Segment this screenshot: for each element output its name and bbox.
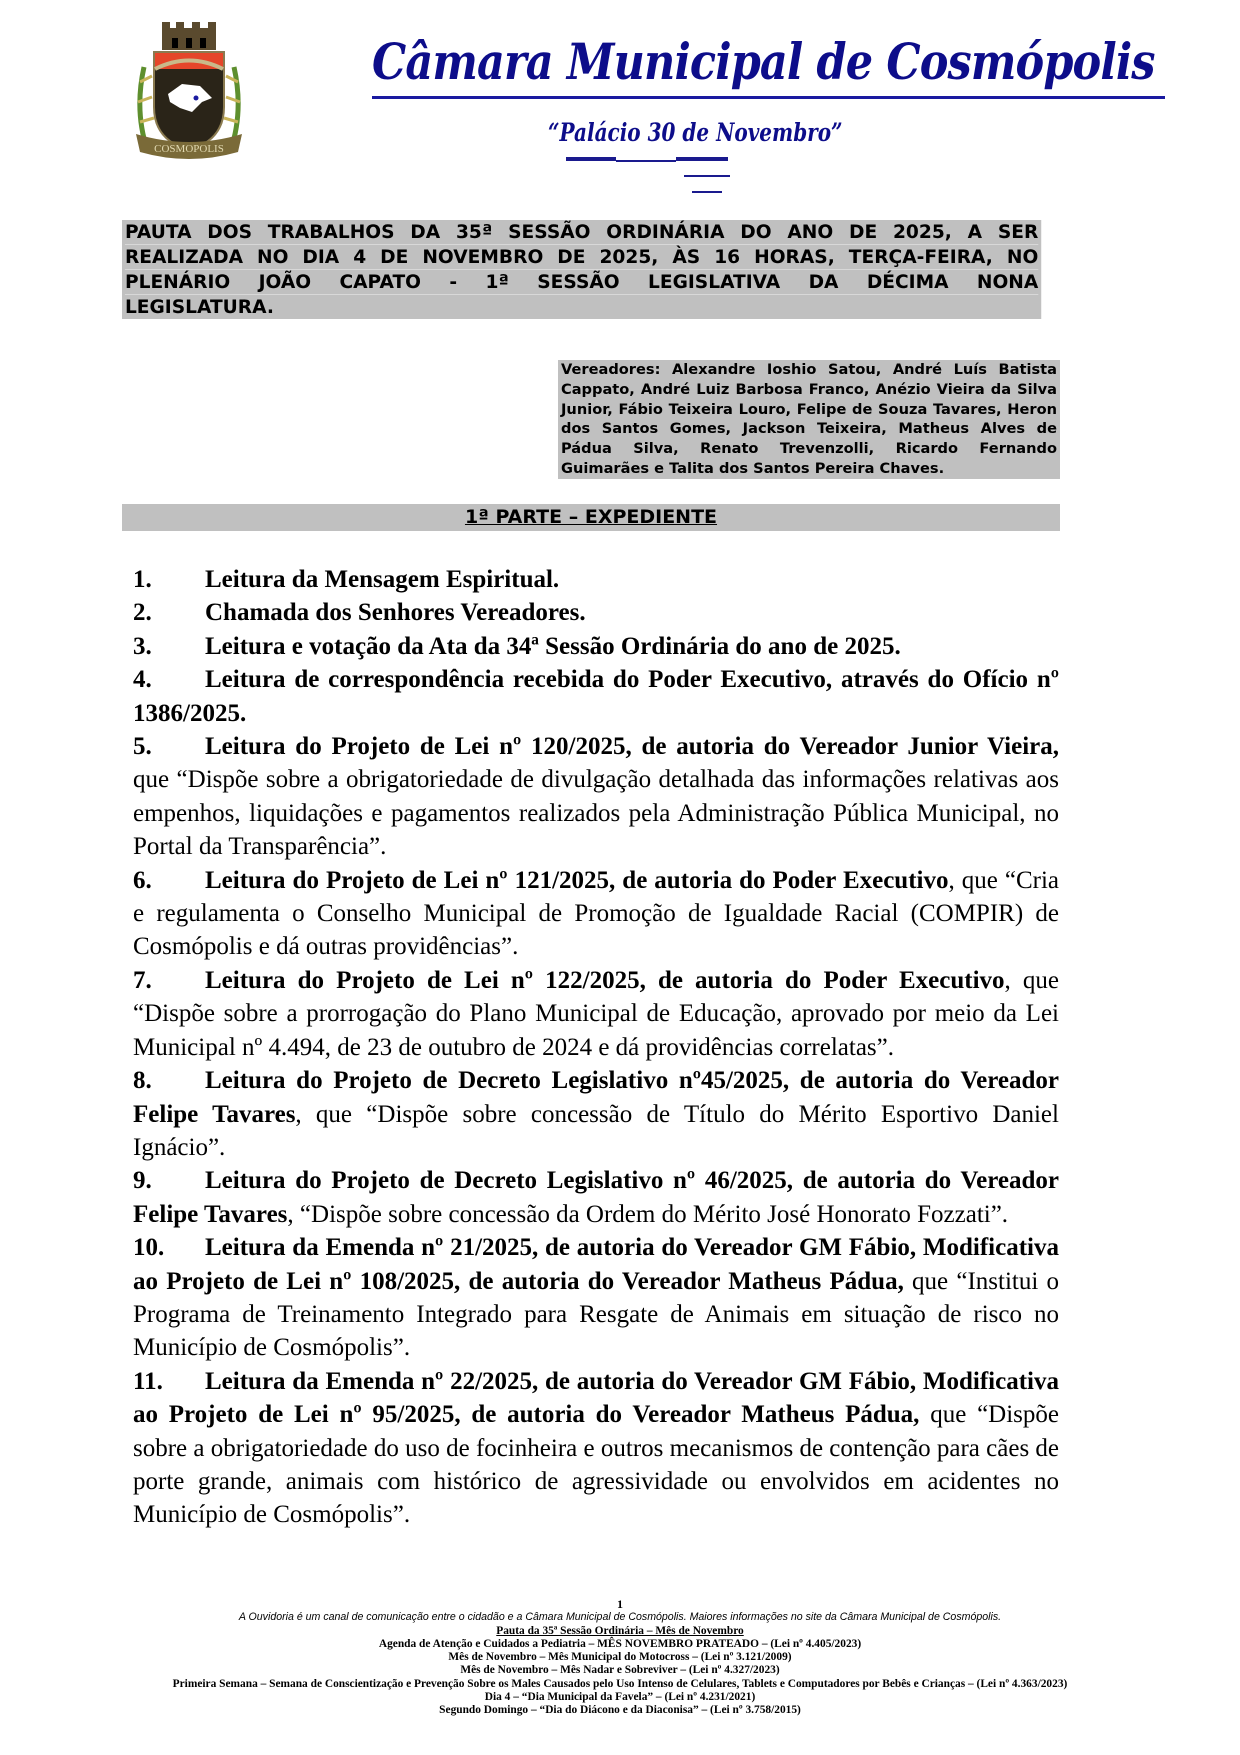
footer-line: Mês de Novembro – Mês Municipal do Motocross – (Lei nº 3.121/2009) <box>448 1651 792 1664</box>
decorative-rule <box>692 191 722 193</box>
agenda-item: 5. Leitura do Projeto de Lei nº 120/2025, de autoria do Vereador Junior Vieira, que “Dispõe sobre a obrigatoriedade de divulgação detalhada das informações relativas aos empenhos, liquidações e pagamentos realizados pela Administração Pública Municipal, no Portal da Transparência”. <box>133 733 1059 861</box>
page-footer <box>130 1598 1110 1718</box>
agenda-item: 9. Leitura do Projeto de Decreto Legislativo nº 46/2025, de autoria do Vereador Felipe Tavares, “Dispõe sobre concessão da Ordem do Mérito José Honorato Fozzati”. <box>133 1167 1059 1228</box>
decorative-rule <box>676 157 728 161</box>
coat-of-arms-icon <box>130 22 248 172</box>
agenda-item: 6. Leitura do Projeto de Lei nº 121/2025, de autoria do Poder Executivo, que “Cria e regulamenta o Conselho Municipal de Promoção de Igualdade Racial (COMPIR) de Cosmópolis e dá outras providências”. <box>133 866 1059 961</box>
decorative-rule <box>684 175 730 177</box>
councillors-list: Vereadores: Alexandre Ioshio Satou, André Luís Batista Cappato, André Luiz Barbosa Franco, Anézio Vieira da Silva Junior, Fábio Teixeira Louro, Felipe de Souza Tavares, Heron dos Santos Gomes, Jackson Teixeira, Matheus Alves de Pádua Silva, Renato Trevenzolli, Ricardo Fernando Guimarães e Talita dos Santos Pereira Chaves. <box>558 360 1060 479</box>
agenda-item: 8. Leitura do Projeto de Decreto Legislativo nº45/2025, de autoria do Vereador Felipe Tavares, que “Dispõe sobre concessão de Título do Mérito Esportivo Daniel Ignácio”. <box>133 1067 1059 1161</box>
decorative-rule <box>566 157 616 161</box>
session-heading-line: PLENÁRIO JOÃO CAPATO - 1ª SESSÃO LEGISLATIVA DA DÉCIMA NONA <box>124 271 1039 293</box>
page-number: 1 <box>617 1597 623 1611</box>
agenda-list <box>133 563 1059 1532</box>
session-heading-line: LEGISLATURA. <box>124 296 274 318</box>
footer-line: Dia 4 – “Dia Municipal da Favela” – (Lei nº 4.231/2021) <box>484 1691 756 1704</box>
agenda-item: 4. Leitura de correspondência recebida do Poder Executivo, através do Ofício nº 1386/2025. <box>133 666 1059 727</box>
footer-line: Segundo Domingo – “Dia do Diácono e da Diaconisa” – (Lei nº 3.758/2015) <box>439 1704 801 1717</box>
section-title: 1ª PARTE – EXPEDIENTE <box>464 506 718 528</box>
section-header <box>122 504 1060 531</box>
session-heading-line: PAUTA DOS TRABALHOS DA 35ª SESSÃO ORDINÁRIA DO ANO DE 2025, A SER <box>124 221 1039 243</box>
page-subtitle: “Palácio 30 de Novembro” <box>548 118 843 147</box>
page-title: Câmara Municipal de Cosmópolis <box>372 32 1155 91</box>
agenda-item: 7. Leitura do Projeto de Lei nº 122/2025, de autoria do Poder Executivo, que “Dispõe sobre a prorrogação do Plano Municipal de Educação, aprovado por meio da Lei Municipal nº 4.494, de 23 de outubro de 2024 e dá providências correlatas”. <box>133 966 1059 1061</box>
session-heading <box>122 220 1041 319</box>
footer-line: Agenda de Atenção e Cuidados a Pediatria – MÊS NOVEMBRO PRATEADO – (Lei nº 4.405/2023) <box>378 1637 862 1650</box>
agenda-item: 3. Leitura e votação da Ata da 34ª Sessão Ordinária do ano de 2025. <box>133 632 901 660</box>
agenda-item: 11. Leitura da Emenda nº 22/2025, de autoria do Vereador GM Fábio, Modificativa ao Projeto de Lei nº 95/2025, de autoria do Vereador Matheus Pádua, que “Dispõe sobre a obrigatoriedade do uso de focinheira e outros mecanismos de contenção para cães de porte grande, animais com histórico de agressividade ou envolvidos em acidentes no Município de Cosmópolis”. <box>133 1367 1060 1529</box>
agenda-item: 10. Leitura da Emenda nº 21/2025, de autoria do Vereador GM Fábio, Modificativa ao Projeto de Lei nº 108/2025, de autoria do Vereador Matheus Pádua, que “Institui o Programa de Treinamento Integrado para Resgate de Animais em situação de risco no Município de Cosmópolis”. <box>133 1234 1059 1362</box>
title-underline <box>372 96 1165 99</box>
agenda-item: 1. Leitura da Mensagem Espiritual. <box>133 566 560 593</box>
decorative-rule <box>616 160 676 162</box>
agenda-item: 2. Chamada dos Senhores Vereadores. <box>133 599 586 627</box>
svg-text:COSMOPOLIS: COSMOPOLIS <box>154 143 224 155</box>
pauta-reference: Pauta da 35ª Sessão Ordinária – Mês de Novembro <box>496 1624 744 1637</box>
footer-line: Mês de Novembro – Mês Nadar e Sobreviver – (Lei nº 4.327/2023) <box>460 1664 780 1677</box>
session-heading-line: REALIZADA NO DIA 4 DE NOVEMBRO DE 2025, ÀS 16 HORAS, TERÇA-FEIRA, NO <box>124 246 1039 268</box>
footer-line: Primeira Semana – Semana de Conscientização e Prevenção Sobre os Males Causados pelo Uso Intenso de Celulares, Tablets e Computadores por Bebês e Crianças – (Lei nº 4.363/2023) <box>172 1677 1068 1690</box>
ouvidoria-note: A Ouvidoria é um canal de comunicação entre o cidadão e a Câmara Municipal de Cosmópolis. Maiores informações no site da Câmara Municipal de Cosmópolis. <box>238 1611 1002 1624</box>
